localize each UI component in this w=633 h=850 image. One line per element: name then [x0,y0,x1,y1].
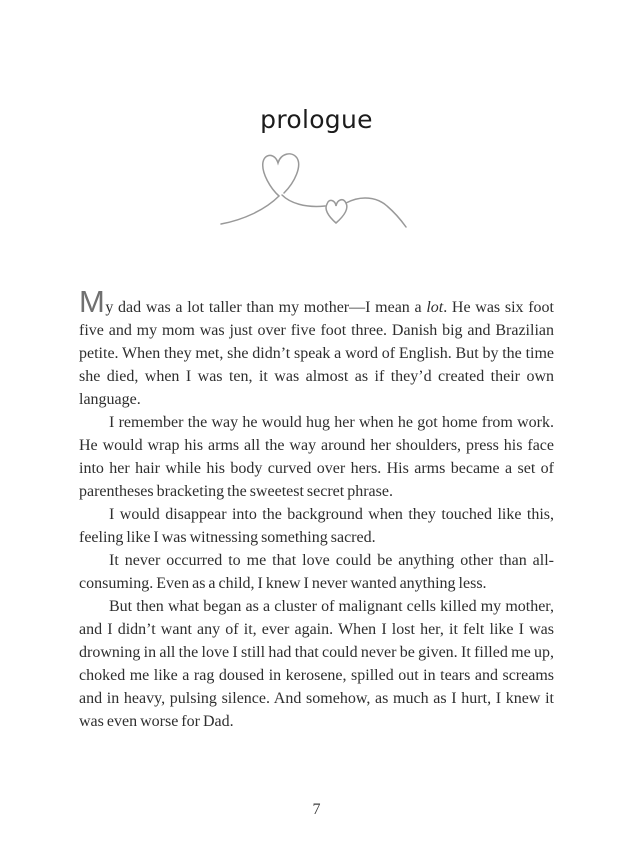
paragraph-4: It never occurred to me that love could be anything other than all-consuming. Even as a child, I knew I never wanted anything less. [79,552,554,592]
chapter-title: prologue [260,105,373,134]
body-text [79,284,555,733]
heart-swirl-ornament [217,150,417,232]
paragraph-1 [79,284,555,411]
paragraph-5: But then what began as a cluster of malignant cells killed my mother, and I didn’t want any of it, ever again. When I lost her, it felt like I was drowning in all the love I still had that could never be given. It filled me up, choked me like a rag doused in kerosene, spilled out in tears and screams and in heavy, pulsing silence. And somehow, as much as I hurt, I knew it was even worse for Dad. [79,598,554,730]
paragraph-1-text: y dad was a lot taller than my mother—I mean a [105,299,427,316]
paragraph-2: I remember the way he would hug her when he got home from work. He would wrap his arms all the way around her shoulders, press his face into her hair while his body curved over hers. His arms became a set of parentheses bracketing the sweetest secret phrase. [79,414,554,500]
raised-cap: M [79,284,106,319]
paragraph-3: I would disappear into the background when they touched like this, feeling like I was witnessing something sacred. [79,506,554,546]
page-number: 7 [312,801,321,818]
italic-word: lot [426,299,444,316]
paragraph-1-text-cont: . He was six foot five and my mom was just over five foot three. Danish big and Brazilian petite. When they met, she didn’t speak a word of English. But by the time she died, when I was ten, it was almost as if they’d created their own language. [79,299,555,408]
heart-swirl-icon [217,150,417,232]
